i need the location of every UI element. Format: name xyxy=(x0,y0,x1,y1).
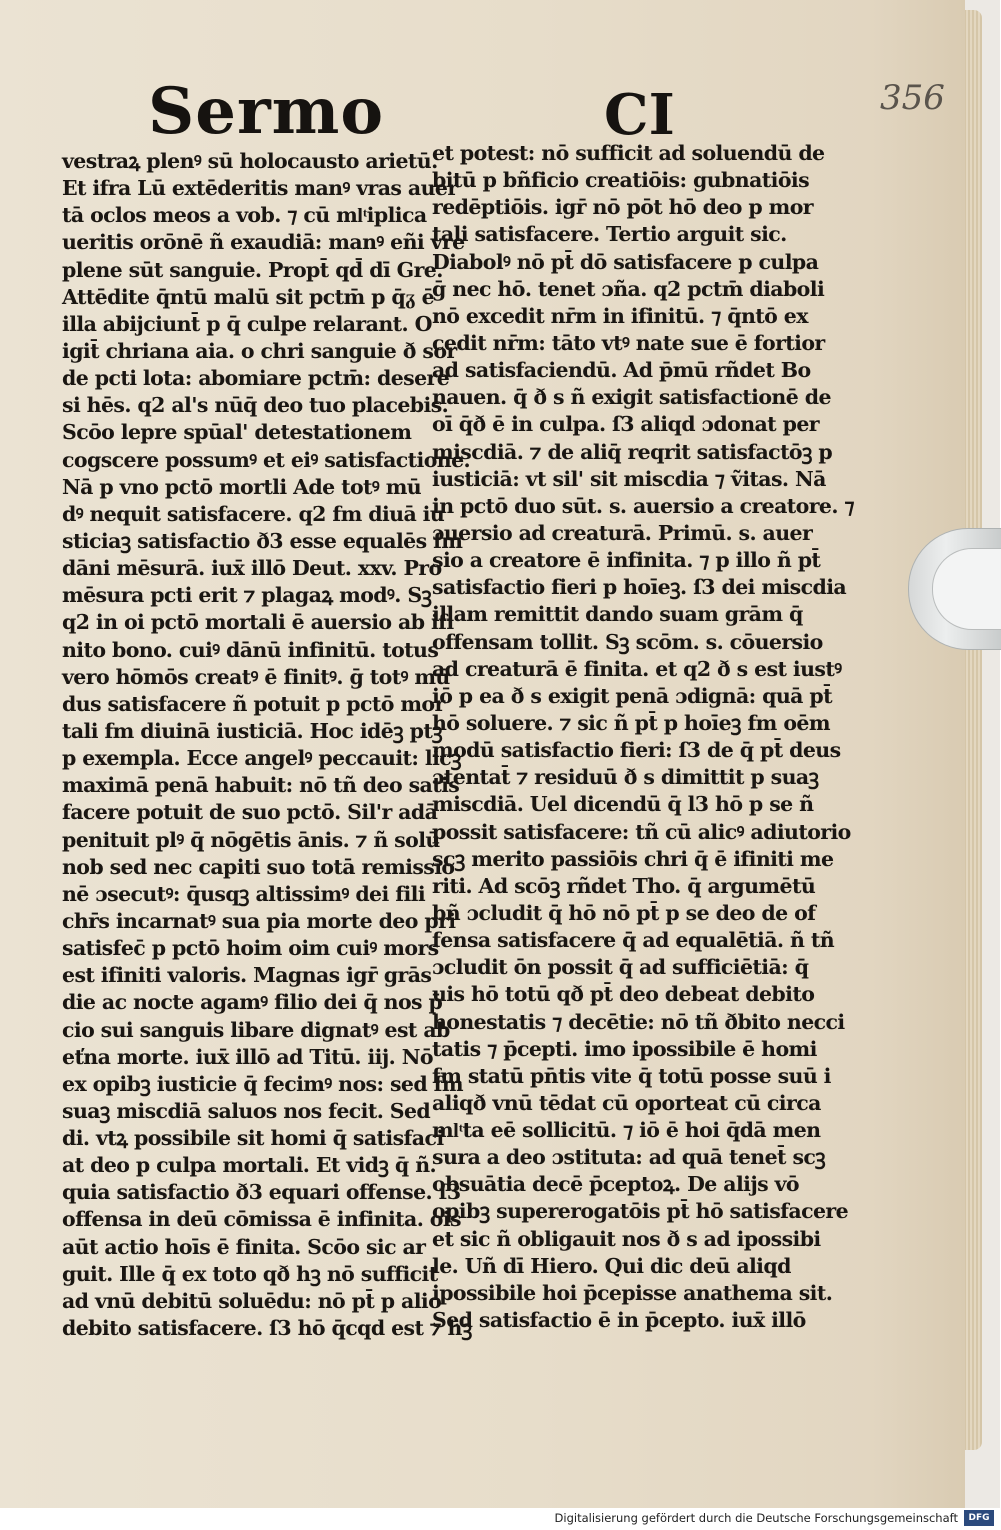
text-line: riti. Ad scōꝫ rñdet Tho. q̄ argumētū xyxy=(432,873,816,898)
text-line: offensam tollit. Sꝫ scōm. s. cōuersio xyxy=(432,629,823,654)
text-line: penituit plꝰ q̄ nōgētis ānis. ⁊ ñ solū xyxy=(62,827,440,852)
text-line: et potest: nō sufficit ad soluendū de xyxy=(432,141,825,165)
text-line: ad vnū debitū soluēdu: nō pt̄ p alio xyxy=(62,1288,442,1313)
text-line: dus satisfacere ñ potuit p pctō mor xyxy=(62,691,445,716)
text-line: iusticiā: vt sil' sit miscdia ⁊ ṽitas. Nā xyxy=(432,466,826,491)
text-line: guit. Ille q̄ ex toto qð hꝫ nō sufficit xyxy=(62,1261,438,1286)
text-line: ɔuersio ad creaturā. Primū. s. auer xyxy=(432,520,813,545)
text-line: Attēdite q̄ntū malū sit pctm̄ p q̄ᵹ ē xyxy=(62,284,435,309)
folio-number: CI xyxy=(604,82,675,148)
text-line: nito bono. cuiꝰ dānū infinitū. totus xyxy=(62,637,439,662)
text-line: le. Uñ dī Hiero. Qui dic deū aliqd xyxy=(432,1253,791,1278)
text-line: miscdiā. ⁊ de aliq̄ reqrit satisfactōꝫ p xyxy=(432,439,833,464)
text-line: at deo p culpa mortali. Et vidꝫ q̄ ñ. xyxy=(62,1153,437,1178)
text-line: oī q̄ð ē in culpa. ſ3 aliqd ɔdonat per xyxy=(432,412,819,437)
text-line: tali fm diuinā iusticiā. Hoc idēꝫ ptꝫ xyxy=(62,718,443,743)
text-line: illam remittit dando suam grām q̄ xyxy=(432,602,803,627)
text-line: mēsura pcti erit ⁊ plagaꝝ modꝰ. Sꝫ xyxy=(62,583,432,608)
text-line: opibꝫ supererogatōis pt̄ hō satisfacere xyxy=(432,1199,849,1224)
text-line: cogscere possumꝰ et eiꝰ satisfactione. xyxy=(62,447,471,472)
left-text-column xyxy=(62,148,472,1342)
text-line: satisfec̄ p pctō hoim oim cuiꝰ mors xyxy=(62,936,439,961)
text-line: bitū p bñficio creatiōis: gubnatiōis xyxy=(432,168,810,193)
right-text-column xyxy=(432,140,855,1334)
text-line: nē ɔsecutꝰ: q̄usqꝫ altissimꝰ dei fili xyxy=(62,881,426,906)
text-line: miscdiā. Uel dicendū q̄ l3 hō p se ñ xyxy=(432,792,814,817)
text-line: ueritis orōnē ñ exaudiā: manꝰ eñi vre xyxy=(62,230,465,255)
text-line: aliqð vnū tēdat cū oporteat cū circa xyxy=(432,1090,821,1115)
text-line: tā oclos meos a vob. ⁊ cū mlͭiplica xyxy=(62,203,427,228)
text-line: vestraꝝ plenꝰ sū holocausto arietū. xyxy=(62,149,438,173)
text-line: p exempla. Ecce angelꝰ peccauit: licꝫ xyxy=(62,746,462,771)
text-line: ad creaturā ē finita. et q2 ð s est iustꝰ xyxy=(432,656,842,681)
text-line: igit̄ chriana aia. o chri sanguie ð sor xyxy=(62,338,457,363)
text-line: in pctō duo sūt. s. auersio a creatore. ⁊ xyxy=(432,493,855,518)
text-line: ad satisfaciendū. Ad p̄mū rñdet Bo xyxy=(432,358,811,383)
text-line: suaꝫ miscdiā saluos nos fecit. Sed xyxy=(62,1098,431,1123)
text-line: obsuātia decē p̄ceptoꝝ. De alijs vō xyxy=(432,1172,800,1197)
text-line: est ifiniti valoris. Magnas igr̄ grās xyxy=(62,963,432,988)
text-line: maximā penā habuit: nō tñ deo satis xyxy=(62,773,460,798)
text-line: sticiaꝫ satisfactio ð3 esse equalēs fm xyxy=(62,528,463,553)
text-line: tatis ⁊ p̄cepti. imo ipossibile ē homi xyxy=(432,1036,817,1061)
text-line: debito satisfacere. ſ3 hō q̄cqd est ⁊ hꝫ xyxy=(62,1316,472,1341)
dfg-logo: DFG xyxy=(964,1510,994,1526)
text-line: chr̄s incarnatꝰ sua pia morte deo pri xyxy=(62,908,456,933)
text-line: nauen. q̄ ð s ñ exigit satisfactionē de xyxy=(432,385,831,410)
text-line: ipossibile hoi p̄cepisse anathema sit. xyxy=(432,1280,833,1305)
text-line: fm statū pn̄tis vite q̄ totū posse suū i xyxy=(432,1063,831,1088)
text-line: fensa satisfacere q̄ ad equalētiā. ñ tñ xyxy=(432,928,835,953)
text-line: plene sūt sanguie. Propt̄ qd̄ dī Gre. xyxy=(62,257,443,282)
text-line: q2 in oi pctō mortali ē auersio ab ifi xyxy=(62,610,454,635)
text-line: sio a creatore ē infinita. ⁊ p illo ñ pt̄ xyxy=(432,548,821,573)
text-line: si hēs. q2 al's nūq̄ deo tuo placebis. xyxy=(62,393,449,418)
text-line: iō p ea ð s exigit penā ɔdignā: quā pt̄ xyxy=(432,683,832,708)
text-line: ex opibꝫ iusticie q̄ fecimꝰ nos: sed fm xyxy=(62,1071,463,1096)
text-line: aūt actio hoīs ē finita. Scōo sic ar xyxy=(62,1234,426,1259)
text-line: Nā p vno pctō mortli Ade totꝰ mū xyxy=(62,474,422,499)
text-line: Et ifra Lū extēderitis manꝰ vras auer xyxy=(62,176,458,201)
text-line: satisfactio fieri p hoīeꝫ. ſ3 dei miscdia xyxy=(432,575,847,600)
text-line: hō soluere. ⁊ sic ñ pt̄ p hoīeꝫ fm oēm xyxy=(432,710,830,735)
text-line: dꝰ nequit satisfacere. q2 fm diuā iu xyxy=(62,501,445,526)
text-line: Sed satisfactio ē in p̄cepto. iux̄ illō xyxy=(432,1308,806,1333)
text-line: ɔcludit ōn possit q̄ ad sufficiētiā: q̄ xyxy=(432,955,809,980)
text-line: ḡ nec hō. tenet ɔña. q2 pctm̄ diaboli xyxy=(432,276,825,301)
text-line: mlͭta eē sollicitū. ⁊ iō ē hoi q̄dā men xyxy=(432,1118,821,1143)
text-line: vero hōmōs creatꝰ ē finitꝰ. ḡ totꝰ mū xyxy=(62,664,450,689)
page-clip-inner xyxy=(932,548,1001,630)
text-line: tali satisfacere. Tertio arguit sic. xyxy=(432,222,787,247)
text-line: possit satisfacere: tñ cū alicꝰ adiutorio xyxy=(432,819,851,844)
text-line: ɔtentat̄ ⁊ residuū ð s dimittit p suaꝫ xyxy=(432,765,819,790)
text-line: uis hō totū qð pt̄ deo debeat debito xyxy=(432,982,815,1007)
text-line: modū satisfactio fieri: ſ3 de q̄ pt̄ deus xyxy=(432,738,841,763)
text-line: Scōo lepre spūal' detestationem xyxy=(62,420,412,445)
text-line: nō excedit nr̄m in ifinitū. ⁊ q̄ntō ex xyxy=(432,303,808,328)
text-line: offensa in deū cōmissa ē infinita. ois xyxy=(62,1207,462,1232)
text-line: illa abijciunt̄ p q̄ culpe relarant. O xyxy=(62,311,432,336)
text-line: nob sed nec capiti suo totā remissio xyxy=(62,854,455,879)
text-line: dāni mēsurā. iux̄ illō Deut. xxv. Pro xyxy=(62,556,442,581)
text-line: bñ ɔcludit q̄ hō nō pt̄ p se deo de of xyxy=(432,900,816,925)
handwritten-page-number: 356 xyxy=(880,78,945,118)
text-line: redēptiōis. igr̄ nō pōt hō deo p mor xyxy=(432,195,814,220)
text-line: sura a deo ɔstituta: ad quā tenet̄ scꝫ xyxy=(432,1145,826,1170)
text-line: cedit nr̄m: tāto vtꝰ nate sue ē fortior xyxy=(432,330,825,355)
text-line: di. vtꝝ possibile sit homi q̄ satisfaci xyxy=(62,1126,444,1151)
text-line: honestatis ⁊ decētie: nō tñ ðbito necci xyxy=(432,1009,845,1034)
text-line: de pcti lota: abomiare pctm̄: desere xyxy=(62,366,450,391)
text-line: quia satisfactio ð3 equari offense. ſ3 xyxy=(62,1180,461,1205)
text-line: scꝫ merito passiōis chri q̄ ē ifiniti me xyxy=(432,846,834,871)
text-line: Diabolꝰ nō pt̄ dō satisfacere p culpa xyxy=(432,249,819,274)
text-line: cio sui sanguis libare dignatꝰ est ab xyxy=(62,1017,450,1042)
text-line: die ac nocte agamꝰ filio dei q̄ nos p̄ xyxy=(62,990,443,1015)
running-title: Sermo xyxy=(148,74,385,149)
text-line: et sic ñ obligauit nos ð s ad ipossibi xyxy=(432,1226,821,1251)
footer-credit: Digitalisierung gefördert durch die Deutsche Forschungsgemeinschaft xyxy=(554,1511,958,1525)
text-line: facere potuit de suo pctō. Sil'r adā xyxy=(62,800,438,825)
text-line: eťna morte. iux̄ illō ad Titū. iij. Nō xyxy=(62,1044,433,1069)
